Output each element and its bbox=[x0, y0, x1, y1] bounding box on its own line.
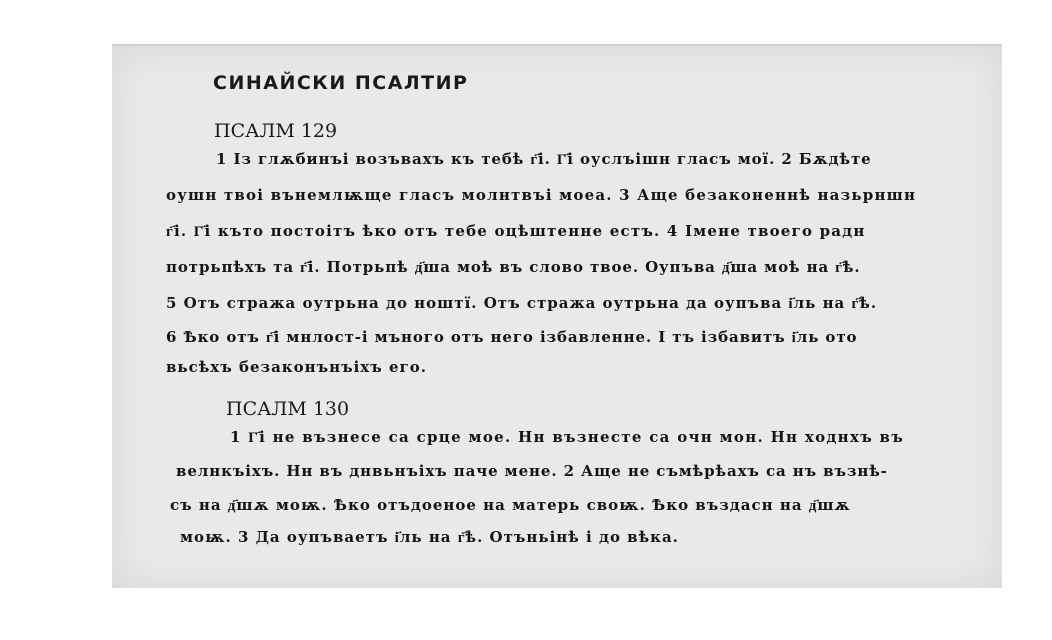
psalm-129-line: 5 Отъ стража оутрьна до ноштї. Отъ стража оутрьна да оупъва і҃ль на г҃ѣ. bbox=[166, 294, 878, 312]
psalm-130-heading: ПСАЛМ 130 bbox=[226, 398, 350, 420]
psalm-129-line: потрьпѣхъ та г҃і. Потрьпѣ д҃ша моѣ въ слово твое. Оупъва д҃ша моѣ на г҃ѣ. bbox=[166, 258, 861, 276]
psalm-129-heading: ПСАЛМ 129 bbox=[214, 120, 338, 142]
psalm-129-line: г҃і. Г҃і къто постоітъ ѣко отъ тебе оцѣштенне естъ. 4 Ӏмене твоего радн bbox=[166, 222, 866, 240]
psalm-130-line: моѭ. 3 Да оупъваетъ і҃ль на г҃ѣ. Отъньінѣ і до вѣка. bbox=[180, 528, 679, 546]
book-title: СИНАЙСКИ ПСАЛТИР bbox=[213, 72, 469, 94]
psalm-130-line: 1 Г҃і не възнесе са срце мое. Нн възнесте са очн мон. Нн ходнхъ въ bbox=[230, 428, 905, 446]
psalm-129-line: вьсѣхъ безаконънъіхъ его. bbox=[166, 358, 427, 376]
psalm-130-line: съ на д҃шѫ моѭ. Ѣко отъдоеное на матерь своѭ. Ѣко въздасн на д҃шѫ bbox=[170, 496, 851, 514]
psalm-129-line: оушн твоі вънемлѭще гласъ молнтвъі моеа. 3 Аще безаконеннѣ назьрншн bbox=[166, 186, 917, 204]
psalm-129-line: 6 Ѣко отъ г҃і мнлост-і мъного отъ него ізбавленне. Ӏ тъ ізбавитъ і҃ль ото bbox=[166, 328, 858, 346]
psalm-130-line: велнкъіхъ. Нн въ днвьнъіхъ паче мене. 2 Аще не съмѣрѣахъ са нъ възнѣ- bbox=[176, 462, 888, 480]
psalm-129-line: 1 Ӏз глѫбинъі возъвахъ къ тебѣ г҃і. Г҃і оуслъішн гласъ мої. 2 Бѫдѣте bbox=[216, 150, 872, 168]
